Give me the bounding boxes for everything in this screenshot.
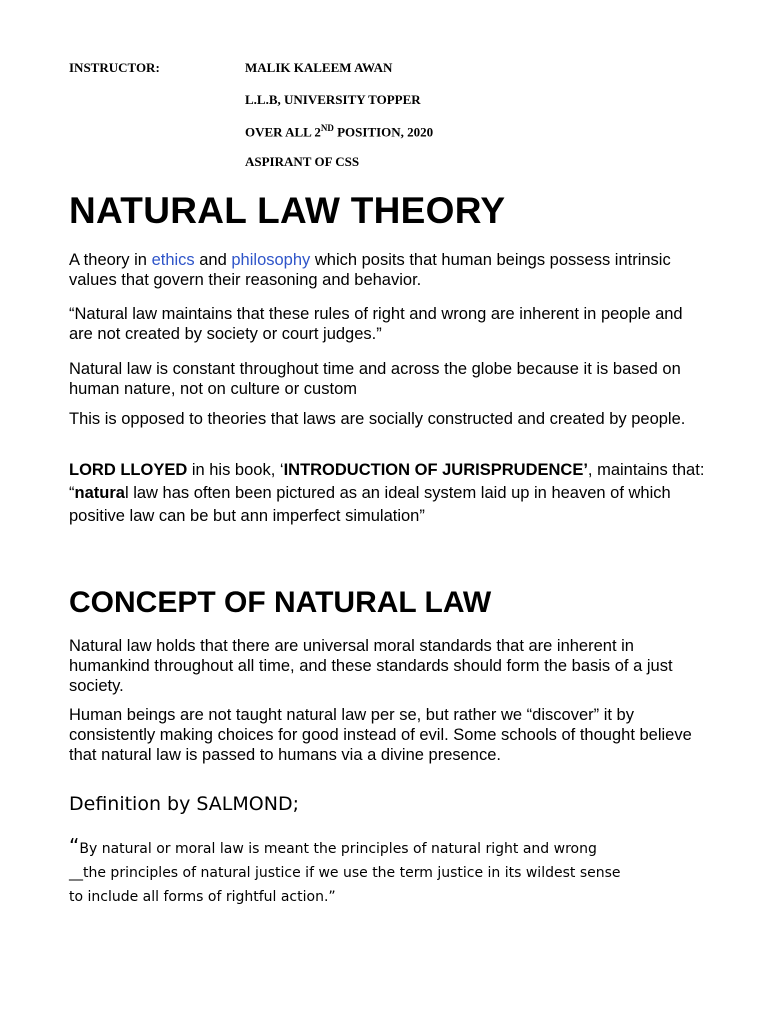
concept-heading: CONCEPT OF NATURAL LAW xyxy=(69,586,492,619)
intro-text-and: and xyxy=(194,251,227,269)
open-quote-mark: “ xyxy=(69,834,80,858)
instructor-aspirant: ASPIRANT OF CSS xyxy=(245,154,360,169)
quote-line-1 xyxy=(69,834,719,861)
quote-line-2: __the principles of natural justice if we use the term justice in its wildest sense xyxy=(69,865,621,881)
lloyed-quote-text: l law has often been pictured as an ideal system laid up in heaven of which positive law can be but ann imperfect simulation” xyxy=(69,484,671,525)
philosophy-link[interactable]: philosophy xyxy=(226,251,311,269)
natural-law-quote-paragraph: “Natural law maintains that these rules of right and wrong are inherent in people and are not created by society or court judges.” xyxy=(69,305,683,343)
opposed-paragraph: This is opposed to theories that laws are socially constructed and created by people. xyxy=(69,410,686,428)
quote-line-1-text: By natural or moral law is meant the principles of natural right and wrong xyxy=(79,841,597,857)
discover-paragraph: Human beings are not taught natural law per se, but rather we “discover” it by consistently making choices for good instead of evil. Some schools of thought believe that natural law is passed to humans via a divine presence. xyxy=(69,706,692,764)
position-prefix: OVER ALL 2 xyxy=(245,124,321,140)
quote-line-3: to include all forms of rightful action.” xyxy=(69,889,336,905)
intro-paragraph xyxy=(69,250,709,290)
lord-lloyed-paragraph xyxy=(69,459,709,528)
instructor-name: MALIK KALEEM AWAN xyxy=(245,60,393,75)
concept-paragraph: Natural law holds that there are universal moral standards that are inherent in humankind throughout all time, and these standards should form the basis of a just society. xyxy=(69,637,673,695)
salmond-quote xyxy=(69,834,719,909)
ethics-link[interactable]: ethics xyxy=(151,251,195,269)
intro-text-after: which posits that human beings possess intrinsic values that govern their reasoning and behavior. xyxy=(69,251,671,289)
natural-word: natura xyxy=(74,484,125,502)
instructor-label: INSTRUCTOR: xyxy=(69,60,160,75)
book-intro-text: in his book, ‘ xyxy=(187,461,284,479)
position-superscript: ND xyxy=(320,123,334,133)
maintains-text: , maintains that: “ xyxy=(69,461,705,502)
position-suffix: POSITION, 2020 xyxy=(333,124,434,140)
page-title: NATURAL LAW THEORY xyxy=(69,190,506,231)
intro-text-before: A theory in xyxy=(69,251,152,269)
instructor-degree: L.L.B, UNIVERSITY TOPPER xyxy=(245,92,421,107)
constant-paragraph: Natural law is constant throughout time and across the globe because it is based on human nature, not on culture or custom xyxy=(69,360,681,398)
book-title: INTRODUCTION OF JURISPRUDENCE’ xyxy=(283,461,588,479)
instructor-position xyxy=(245,123,433,140)
definition-heading: Definition by SALMOND; xyxy=(69,793,299,815)
lord-lloyed-name: LORD LLOYED xyxy=(69,461,188,479)
